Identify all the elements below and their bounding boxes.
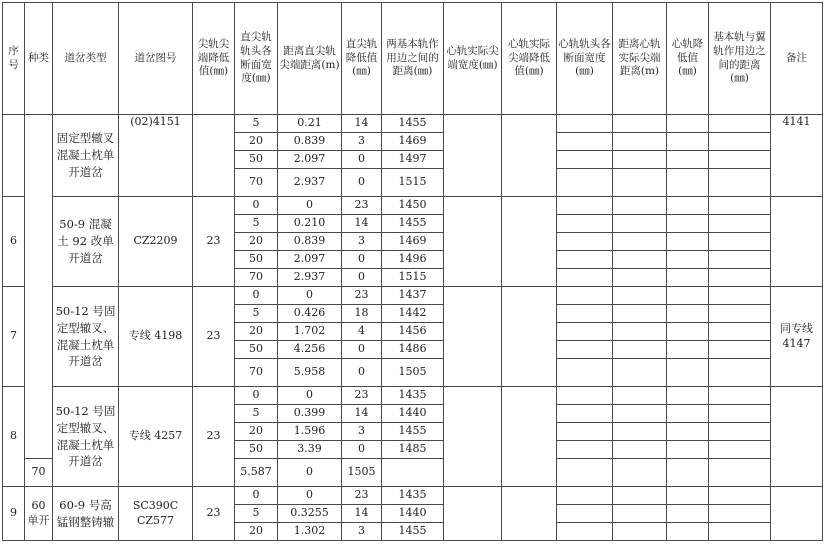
frog-section-width-cell [557,341,613,359]
frog-drop-cell [667,269,709,287]
head-width-cell: 70 [235,269,278,287]
dist-cell: 3.39 [278,441,342,459]
frog-drop-cell [667,115,709,133]
gauge-cell: 1505 [382,359,444,387]
head-width-cell: 50 [235,441,278,459]
frog-section-width-cell [557,251,613,269]
head-width-cell: 5 [235,305,278,323]
frog-dist-cell [613,323,667,341]
frog-dist-cell [613,341,667,359]
dist-cell: 0 [278,287,342,305]
wing-dist-cell [667,459,709,487]
frog-tip-width-cell [444,197,502,287]
dist-cell: 1.302 [278,523,342,541]
seq-cell [3,115,25,197]
drop-cell: 0 [342,341,382,359]
head-width-cell: 70 [235,359,278,387]
header-drawing: 道岔图号 [119,3,193,115]
drop-cell: 0 [342,441,382,459]
head-width-cell: 0 [235,487,278,505]
tip-drop-cell [193,115,235,197]
head-width-cell: 50 [235,151,278,169]
frog-drop-cell [667,523,709,541]
frog-dist-cell [613,233,667,251]
seq-cell: 6 [3,197,25,287]
dist-cell: 4.256 [278,341,342,359]
drop-cell: 0 [342,151,382,169]
frog-dist-cell [613,423,667,441]
gauge-cell: 1455 [382,215,444,233]
wing-dist-cell [709,487,771,505]
remark-cell [771,387,823,487]
frog-tip-width-cell [444,387,502,487]
dist-cell: 2.097 [278,251,342,269]
head-width-cell: 70 [235,169,278,197]
gauge-cell: 1455 [382,115,444,133]
header-row [3,3,823,115]
frog-dist-cell [613,169,667,197]
wing-dist-cell [709,133,771,151]
head-width-cell: 20 [235,233,278,251]
dist-cell: 0.3255 [278,505,342,523]
drop-cell: 4 [342,323,382,341]
drop-cell: 14 [342,405,382,423]
header-head-width: 直尖轨轨头各断面宽度(㎜) [235,3,278,115]
frog-drop-cell [667,169,709,197]
frog-dist-cell [613,441,667,459]
drawing-number-cell: (02)4151 [119,115,193,197]
frog-dist-cell [613,133,667,151]
head-width-cell: 0 [235,387,278,405]
dist-cell: 2.097 [278,151,342,169]
head-width-cell: 20 [235,423,278,441]
header-type: 道岔类型 [53,3,119,115]
head-width-cell: 20 [235,133,278,151]
dist-cell: 0.839 [278,233,342,251]
turnout-parameter-table [2,2,823,541]
wing-dist-cell [709,323,771,341]
turnout-type-cell: 50-12 号固定型辙叉、混凝土枕单开道岔 [53,387,119,487]
header-frog-section-width: 心轨轨头各断面宽度(㎜) [557,3,613,115]
drop-cell: 0 [342,251,382,269]
frog-section-width-cell [557,387,613,405]
frog-section-width-cell [557,323,613,341]
wing-dist-cell [709,505,771,523]
frog-drop-cell [667,133,709,151]
gauge-cell: 1442 [382,305,444,323]
frog-section-width-cell [557,133,613,151]
drop-cell: 0 [342,269,382,287]
gauge-cell: 1486 [382,341,444,359]
wing-dist-cell [709,341,771,359]
frog-drop-cell [667,323,709,341]
header-tip-drop: 尖轨尖端降低值(㎜) [193,3,235,115]
frog-section-width-cell [557,505,613,523]
dist-cell: 1.702 [278,323,342,341]
wing-dist-cell [709,215,771,233]
dist-cell: 0.839 [278,133,342,151]
gauge-cell: 1469 [382,233,444,251]
frog-section-width-cell [557,441,613,459]
gauge-cell: 1440 [382,405,444,423]
frog-drop-cell [667,151,709,169]
drop-cell: 3 [342,523,382,541]
header-frog-dist: 距离心轨实际尖端距离(m) [613,3,667,115]
frog-drop-cell [667,251,709,269]
frog-section-width-cell [557,523,613,541]
dist-cell: 5.958 [278,359,342,387]
frog-tip-drop-cell [502,487,557,541]
remark-cell [771,197,823,287]
dist-cell: 0 [278,197,342,215]
drop-cell: 3 [342,423,382,441]
gauge-cell: 1497 [382,151,444,169]
seq-cell: 8 [3,387,25,487]
drop-cell: 3 [342,133,382,151]
frog-dist-cell [613,197,667,215]
drop-cell: 0 [342,359,382,387]
frog-drop-cell [667,487,709,505]
frog-drop-cell [667,423,709,441]
frog-section-width-cell [557,305,613,323]
dist-cell: 0.21 [278,115,342,133]
seq-cell: 9 [3,487,25,541]
gauge-cell: 1496 [382,251,444,269]
tip-drop-cell: 23 [193,287,235,387]
frog-tip-width-cell [444,487,502,541]
drawing-number-cell: CZ2209 [119,197,193,287]
header-frog-tip-width: 心轨实际尖端宽度(㎜) [444,3,502,115]
head-width-cell: 50 [235,251,278,269]
gauge-cell: 1455 [382,523,444,541]
frog-drop-cell [667,197,709,215]
wing-dist-cell [709,523,771,541]
turnout-type-cell: 60-9 号高锰钢整铸辙 [53,487,119,541]
frog-section-width-cell [557,287,613,305]
head-width-cell: 70 [25,459,53,487]
wing-dist-cell [709,287,771,305]
frog-dist-cell [613,287,667,305]
head-width-cell: 0 [235,197,278,215]
drawing-number-cell: 专线 4257 [119,387,193,487]
drop-cell: 0 [342,169,382,197]
drop-cell: 23 [342,197,382,215]
header-remark: 备注 [771,3,823,115]
gauge-cell: 1485 [382,441,444,459]
remark-cell [771,487,823,541]
drop-cell: 14 [342,215,382,233]
seq-cell: 7 [3,287,25,387]
gauge-cell: 1455 [382,423,444,441]
drop-cell: 18 [342,305,382,323]
frog-section-width-cell [557,215,613,233]
wing-dist-cell [709,151,771,169]
frog-section-width-cell [557,151,613,169]
gauge-cell: 1437 [382,287,444,305]
wing-dist-cell [709,115,771,133]
head-width-cell: 20 [235,523,278,541]
frog-dist-cell [613,505,667,523]
frog-section-width-cell [557,197,613,215]
wing-dist-cell [709,233,771,251]
table-row [3,115,823,133]
head-width-cell: 0 [235,287,278,305]
wing-dist-cell [709,441,771,459]
gauge-cell: 1456 [382,323,444,341]
dist-cell: 2.937 [278,169,342,197]
frog-tip-drop-cell [502,197,557,287]
header-drop-value: 直尖轨降低值(㎜) [342,3,382,115]
gauge-cell: 1515 [382,269,444,287]
gauge-cell: 1440 [382,505,444,523]
frog-section-width-cell [557,487,613,505]
table-row [3,487,823,505]
frog-drop-cell [667,359,709,387]
tip-drop-cell: 23 [193,387,235,487]
frog-tip-drop-cell [502,115,557,197]
header-gauge-dist: 两基本轨作用边之间的距离(㎜) [382,3,444,115]
dist-cell: 0 [278,487,342,505]
wing-dist-cell [709,251,771,269]
gauge-cell: 1435 [382,487,444,505]
frog-section-width-cell [557,269,613,287]
frog-section-width-cell [557,115,613,133]
drawing-number-cell: SC390C CZ577 [119,487,193,541]
drop-cell: 23 [342,387,382,405]
frog-dist-cell [613,251,667,269]
frog-section-width-cell [382,459,444,487]
table-row [3,197,823,215]
frog-drop-cell [667,215,709,233]
dist-cell: 1.596 [278,423,342,441]
header-wing-dist: 基本轨与翼轨作用边之间的距离(㎜) [709,3,771,115]
gauge-cell: 1450 [382,197,444,215]
frog-tip-drop-cell [502,387,557,487]
table-row [3,387,823,405]
frog-drop-cell [667,287,709,305]
table-row [3,287,823,305]
wing-dist-cell [709,305,771,323]
tip-drop-cell: 23 [193,197,235,287]
gauge-cell: 1469 [382,133,444,151]
frog-tip-width-cell [444,115,502,197]
frog-dist-cell [613,151,667,169]
dist-cell: 2.937 [278,269,342,287]
turnout-type-cell: 50-12 号固定型辙叉、混凝土枕单开道岔 [53,287,119,387]
remark-cell: 4141 [771,115,823,197]
frog-dist-cell [613,115,667,133]
kind-cell [25,115,53,459]
frog-section-width-cell [557,359,613,387]
frog-dist-cell [613,387,667,405]
frog-dist-cell [613,305,667,323]
frog-dist-cell [613,523,667,541]
frog-drop-cell [613,459,667,487]
frog-drop-cell [667,441,709,459]
drop-cell: 0 [278,459,342,487]
gauge-cell: 1505 [342,459,382,487]
dist-cell: 0.399 [278,405,342,423]
kind-cell: 60 单开 [25,487,53,541]
drop-cell: 14 [342,115,382,133]
turnout-type-cell: 50-9 混凝土 92 改单开道岔 [53,197,119,287]
header-seq: 序号 [3,3,25,115]
drop-cell: 23 [342,287,382,305]
head-width-cell: 5 [235,405,278,423]
wing-dist-cell [709,169,771,197]
head-width-cell: 50 [235,341,278,359]
frog-drop-cell [667,341,709,359]
frog-drop-cell [667,387,709,405]
drop-cell: 14 [342,505,382,523]
frog-section-width-cell [557,423,613,441]
remark-cell: 同专线 4147 [771,287,823,387]
frog-drop-cell [667,405,709,423]
wing-dist-cell [709,423,771,441]
dist-cell: 0.210 [278,215,342,233]
head-width-cell: 5 [235,115,278,133]
gauge-cell: 1435 [382,387,444,405]
frog-dist-cell [613,487,667,505]
header-dist-to-tip: 距离直尖轨尖端距离(m) [278,3,342,115]
frog-section-width-cell [557,405,613,423]
frog-dist-cell [613,405,667,423]
drop-cell: 23 [342,487,382,505]
dist-cell: 5.587 [235,459,278,487]
frog-drop-cell [667,233,709,251]
tip-drop-cell: 23 [193,487,235,541]
frog-dist-cell [557,459,613,487]
drawing-number-cell: 专线 4198 [119,287,193,387]
dist-cell: 0.426 [278,305,342,323]
frog-dist-cell [613,269,667,287]
wing-dist-cell [709,405,771,423]
wing-dist-cell [709,197,771,215]
wing-dist-cell [709,269,771,287]
dist-cell: 0 [278,387,342,405]
frog-section-width-cell [557,169,613,197]
frog-section-width-cell [557,233,613,251]
frog-tip-width-cell [444,287,502,387]
wing-dist-cell [709,359,771,387]
frog-tip-drop-cell [502,287,557,387]
head-width-cell: 5 [235,215,278,233]
frog-dist-cell [613,215,667,233]
frog-drop-cell [667,505,709,523]
turnout-type-cell: 固定型辙叉混凝土枕单开道岔 [53,115,119,197]
header-kind: 种类 [25,3,53,115]
frog-drop-cell [667,305,709,323]
head-width-cell: 20 [235,323,278,341]
drop-cell: 3 [342,233,382,251]
head-width-cell: 5 [235,505,278,523]
header-frog-drop: 心轨降低值(㎜) [667,3,709,115]
gauge-cell: 1515 [382,169,444,197]
frog-dist-cell [613,359,667,387]
wing-dist-cell [709,387,771,405]
header-frog-tip-drop: 心轨实际尖端降低值(㎜) [502,3,557,115]
